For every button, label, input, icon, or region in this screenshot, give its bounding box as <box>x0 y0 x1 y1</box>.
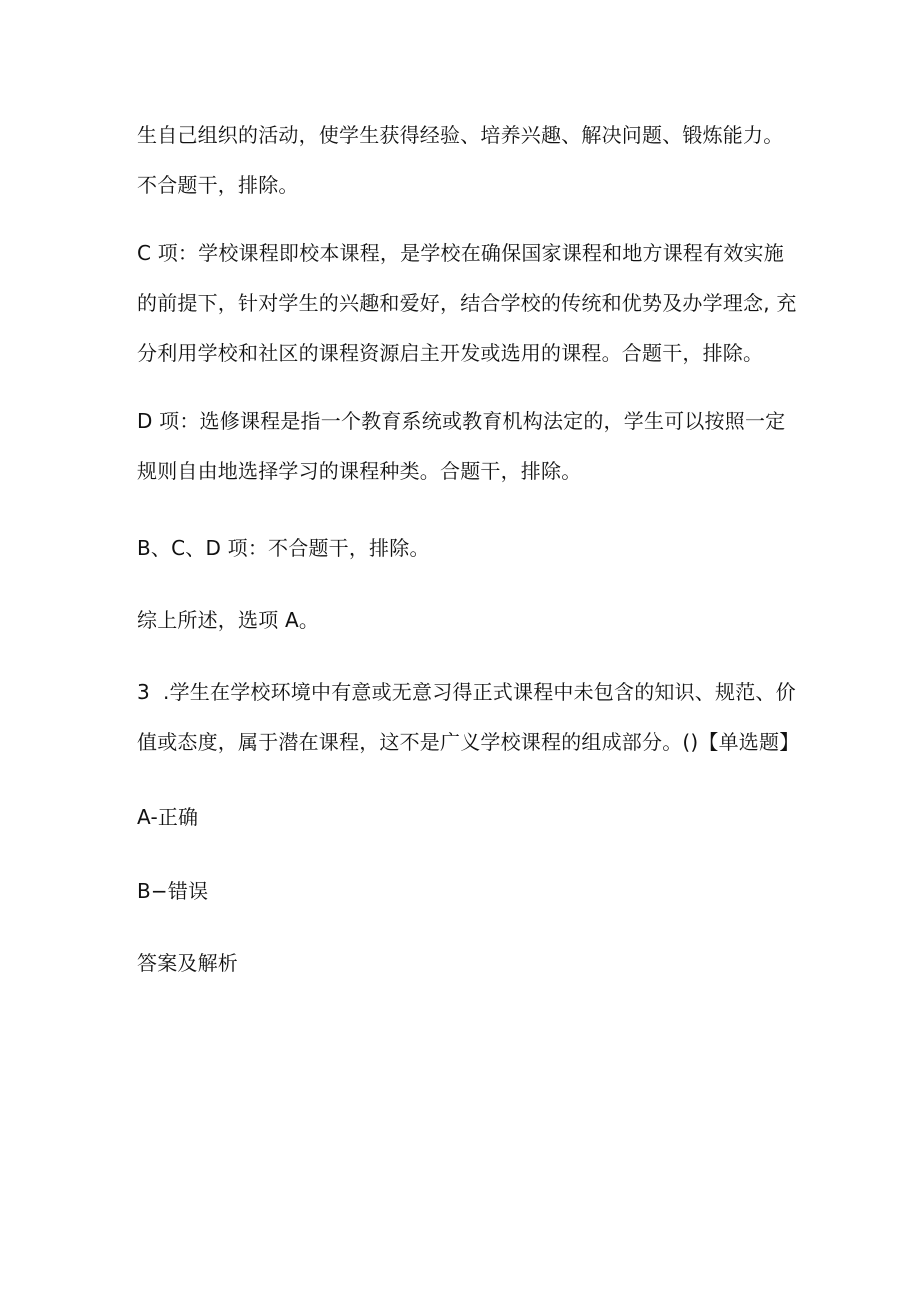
option-c-line-2: 的前提下，针对学生的兴趣和爱好，结合学校的传统和优势及办学理念, 充 <box>137 291 797 315</box>
option-c-line-3: 分利用学校和社区的课程资源启主开发或选用的课程。合题干，排除。 <box>137 341 764 365</box>
option-d-line-2: 规则自由地选择学习的课程种类。合题干，排除。 <box>137 459 582 483</box>
option-d-line-1: D 项：选修课程是指一个教育系统或教育机构法定的，学生可以按照一定 <box>137 409 786 433</box>
answer-option-a: A-正确 <box>137 805 199 829</box>
option-c-line-1: C 项：学校课程即校本课程，是学校在确保国家课程和地方课程有效实施 <box>137 241 784 265</box>
answer-explanation-heading: 答案及解析 <box>137 951 238 975</box>
conclusion-line: 综上所述，选项 A。 <box>137 608 320 632</box>
paragraph-line-1: 生自己组织的活动，使学生获得经验、培养兴趣、解决问题、锻炼能力。 <box>137 123 784 147</box>
question-3-line-1: 3 .学生在学校环境中有意或无意习得正式课程中未包含的知识、规范、价 <box>137 680 796 704</box>
question-3-line-2: 值或态度，属于潜在课程，这不是广义学校课程的组成部分。()【单选题】 <box>137 730 800 754</box>
answer-option-b: B−错误 <box>137 879 209 903</box>
paragraph-line-2: 不合题干，排除。 <box>137 173 299 197</box>
options-bcd-summary: B、C、D 项：不合题干，排除。 <box>137 536 430 560</box>
